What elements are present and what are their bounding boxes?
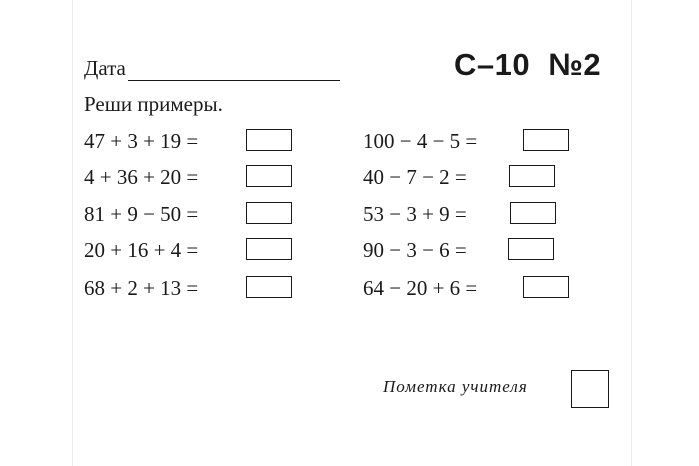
date-row — [84, 56, 340, 81]
answer-box[interactable] — [246, 238, 292, 260]
test-number-heading: С–10 №2 — [454, 47, 602, 82]
answer-box[interactable] — [508, 238, 554, 260]
date-label: Дата — [84, 56, 126, 80]
example-expression: 90 − 3 − 6 = — [363, 238, 467, 262]
answer-box[interactable] — [246, 129, 292, 151]
answer-box[interactable] — [509, 165, 555, 187]
example-expression: 100 − 4 − 5 = — [363, 129, 478, 153]
example-expression: 53 − 3 + 9 = — [363, 202, 467, 226]
answer-box[interactable] — [523, 129, 569, 151]
example-expression: 81 + 9 − 50 = — [84, 202, 199, 226]
teacher-mark-box[interactable] — [571, 370, 609, 408]
answer-box[interactable] — [523, 276, 569, 298]
instruction-text: Реши примеры. — [84, 92, 223, 116]
date-field[interactable] — [128, 60, 340, 81]
example-expression: 4 + 36 + 20 = — [84, 165, 199, 189]
example-expression: 20 + 16 + 4 = — [84, 238, 199, 262]
answer-box[interactable] — [510, 202, 556, 224]
answer-box[interactable] — [246, 202, 292, 224]
example-expression: 47 + 3 + 19 = — [84, 129, 199, 153]
answer-box[interactable] — [246, 276, 292, 298]
teacher-note-label: Пометка учителя — [383, 377, 528, 396]
answer-box[interactable] — [246, 165, 292, 187]
example-expression: 68 + 2 + 13 = — [84, 276, 199, 300]
example-expression: 40 − 7 − 2 = — [363, 165, 467, 189]
example-expression: 64 − 20 + 6 = — [363, 276, 478, 300]
